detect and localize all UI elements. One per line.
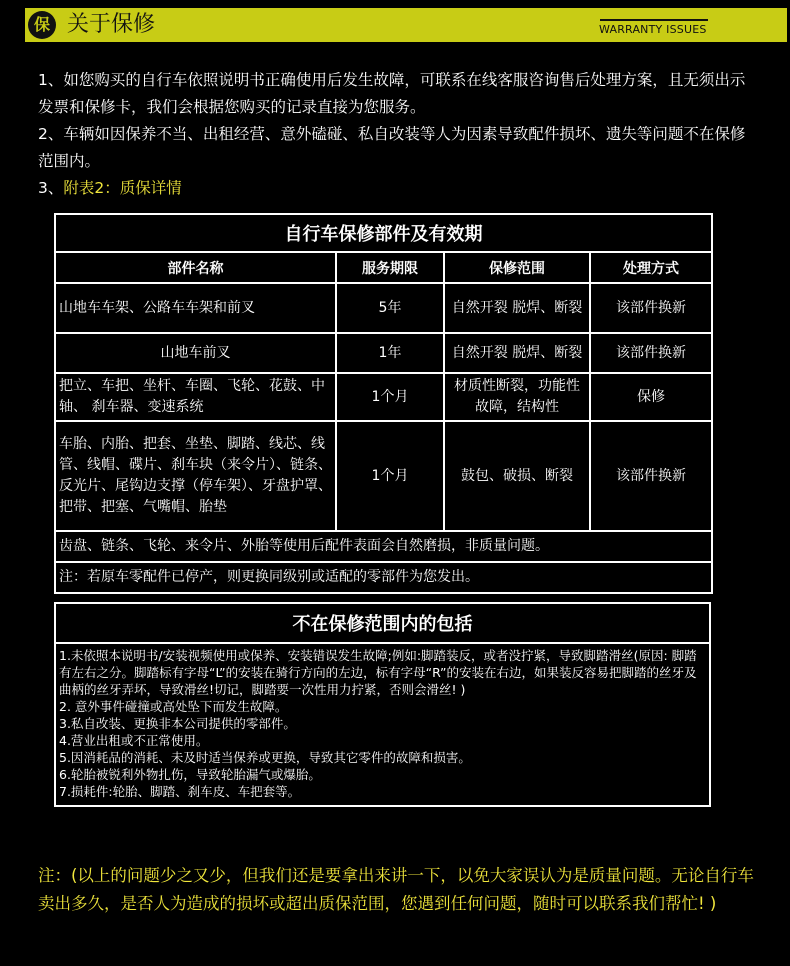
column-header-scope: 保修范围: [444, 252, 590, 283]
warranty-table-caption: 自行车保修部件及有效期: [55, 214, 712, 252]
service-period-cell: 1个月: [336, 421, 444, 531]
list-item: 6.轮胎被锐利外物扎伤，导致轮胎漏气或爆胎。: [59, 767, 321, 782]
table-header-row: [55, 252, 712, 283]
list-item: 5.因消耗品的消耗、未及时适当保养或更换，导致其它零件的故障和损害。: [59, 750, 471, 765]
header-divider: [600, 19, 708, 21]
part-name-cell: 山地车前叉: [55, 333, 336, 373]
list-item: 3.私自改装、更换非本公司提供的零部件。: [59, 716, 296, 731]
list-item: 7.损耗件:轮胎、脚踏、刹车皮、车把套等。: [59, 784, 301, 799]
section-subtitle: WARRANTY ISSUES: [599, 23, 707, 36]
exclusions-table: [54, 602, 711, 807]
exclusions-table-caption: 不在保修范围内的包括: [55, 603, 710, 643]
exclusions-list: [55, 643, 710, 806]
list-item: 2. 意外事件碰撞或高处坠下而发生故障。: [59, 699, 288, 714]
warranty-badge-icon: 保: [28, 11, 56, 39]
section-header-bar: [25, 8, 787, 42]
wear-note: 齿盘、链条、飞轮、来令片、外胎等使用后配件表面会自然磨损，非质量问题。: [55, 531, 712, 562]
column-header-part: 部件名称: [55, 252, 336, 283]
warranty-scope-cell: 自然开裂 脱焊、断裂: [444, 333, 590, 373]
handling-method-cell: 该部件换新: [590, 333, 712, 373]
warranty-scope-cell: 材质性断裂，功能性故障，结构性: [444, 373, 590, 421]
column-header-action: 处理方式: [590, 252, 712, 283]
handling-method-cell: 该部件换新: [590, 421, 712, 531]
part-name-cell: 车胎、内胎、把套、坐垫、脚踏、线芯、线管、线帽、碟片、刹车块（来令片）、链条、反光片、尾钩边支撑（停车架）、牙盘护罩、把带、把塞、气嘴帽、胎垫: [55, 421, 336, 531]
list-item: 1.未依照本说明书/安装视频使用或保养、安装错误发生故障;例如:脚踏装反，或者没拧紧，导致脚踏滑丝(原因: 脚踏有左右之分。脚踏标有字母“L”的安装在骑行方向的左边，标有字母“R”的安装在右边，如果装反容易把脚踏的丝牙及曲柄的丝牙弄坏，导致滑丝!切记，脚踏要一次性用力拧紧，否则会滑丝! ): [59, 648, 697, 697]
intro-paragraph-2: 2、车辆如因保养不当、出租经营、意外磕碰、私自改装等人为因素导致配件损坏、遗失等问题不在保修范围内。: [38, 125, 746, 170]
handling-method-cell: 该部件换新: [590, 283, 712, 333]
warranty-table-link-label: 附表2：质保详情: [63, 179, 182, 197]
table-row: [55, 421, 712, 531]
intro-paragraph-1: 1、如您购买的自行车依照说明书正确使用后发生故障，可联系在线客服咨询售后处理方案，且无须出示发票和保修卡，我们会根据您购买的记录直接为您服务。: [38, 71, 746, 116]
discontinued-parts-note: 注：若原车零配件已停产，则更换同级别或适配的零部件为您发出。: [55, 562, 712, 593]
warranty-scope-cell: 鼓包、破损、断裂: [444, 421, 590, 531]
table-row: [55, 333, 712, 373]
intro-paragraph-3: [38, 175, 750, 202]
list-item: 4.营业出租或不正常使用。: [59, 733, 209, 748]
warranty-scope-cell: 自然开裂 脱焊、断裂: [444, 283, 590, 333]
section-title: 关于保修: [67, 12, 156, 37]
table-row: [55, 373, 712, 421]
footer-note: 注：(以上的问题少之又少，但我们还是要拿出来讲一下，以免大家误认为是质量问题。无论自行车卖出多久，是否人为造成的损坏或超出质保范围，您遇到任何问题，随时可以联系我们帮忙! ): [38, 866, 754, 913]
warranty-parts-table: [54, 213, 713, 594]
service-period-cell: 5年: [336, 283, 444, 333]
handling-method-cell: 保修: [590, 373, 712, 421]
intro-text: [38, 67, 750, 202]
part-name-cell: 把立、车把、坐杆、车圈、飞轮、花鼓、中轴、 刹车器、变速系统: [55, 373, 336, 421]
column-header-period: 服务期限: [336, 252, 444, 283]
service-period-cell: 1年: [336, 333, 444, 373]
part-name-cell: 山地车车架、公路车车架和前叉: [55, 283, 336, 333]
intro-paragraph-3-prefix: 3、: [38, 179, 64, 197]
service-period-cell: 1个月: [336, 373, 444, 421]
table-row: [55, 283, 712, 333]
